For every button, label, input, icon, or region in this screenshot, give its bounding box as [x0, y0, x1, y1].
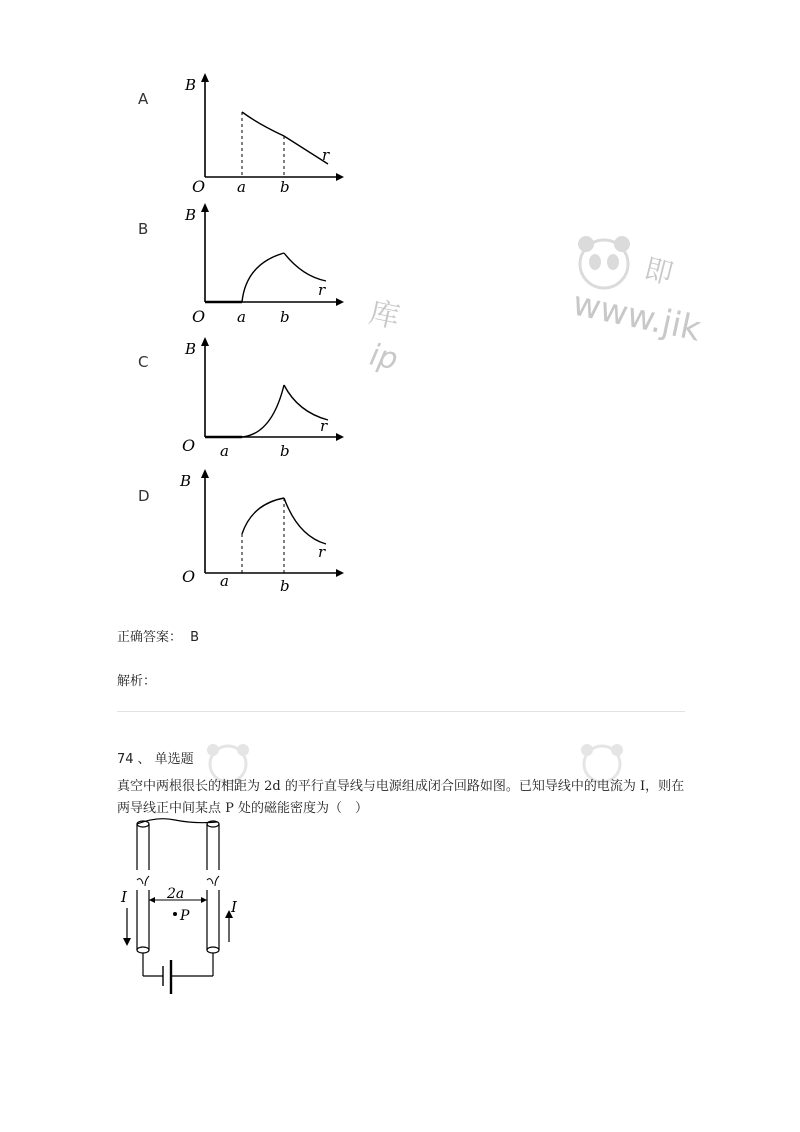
graph-b [178, 198, 348, 332]
panda-watermark-icon-right [574, 742, 630, 776]
graph-b-axis-x: r [318, 281, 326, 299]
graph-a-tick-b: b [280, 178, 290, 196]
graph-c-axis-x: r [320, 417, 328, 435]
graph-a [178, 68, 348, 202]
question-separator: 、 [137, 752, 151, 767]
graph-b-tick-a: a [237, 308, 246, 326]
graph-d [178, 464, 348, 598]
graph-a-axis-y: B [185, 76, 197, 94]
question-text: 真空中两根很长的相距为 2d 的平行直导线与电源组成闭合回路如图。已知导线中的电流为 I，则在两导线正中间某点 P 处的磁能密度为（ ） [117, 779, 685, 816]
question-type: 单选题 [154, 752, 194, 767]
graph-d-tick-b: b [280, 577, 290, 595]
option-a-label: A [138, 90, 149, 108]
graph-c-tick-a: a [220, 442, 229, 460]
graph-b-origin: O [192, 307, 206, 326]
graph-c [178, 332, 348, 466]
graph-b-axis-y: B [185, 206, 197, 224]
graph-d-tick-a: a [220, 572, 229, 590]
graph-c-origin: O [182, 436, 196, 455]
question-number: 74 [117, 752, 134, 767]
section-divider [117, 711, 685, 712]
option-c-label: C [138, 353, 149, 371]
watermark-ku: 库 [365, 295, 403, 336]
option-d-label: D [138, 487, 150, 505]
question-header [117, 748, 194, 767]
panda-watermark-icon-small [200, 742, 256, 776]
watermark-brand: 即 [641, 252, 677, 291]
graph-a-tick-a: a [237, 178, 246, 196]
graph-c-tick-b: b [280, 442, 290, 460]
graph-d-origin: O [182, 567, 196, 586]
circuit-current-right: I [231, 898, 237, 916]
graph-c-axis-y: B [185, 340, 197, 358]
analysis-label: 解析： [117, 674, 157, 689]
correct-answer [117, 626, 199, 645]
circuit-point-label: P [180, 908, 190, 924]
graph-a-axis-x: r [322, 146, 330, 164]
circuit-current-left: I [121, 888, 127, 906]
graph-d-axis-x: r [318, 543, 326, 561]
graph-b-tick-b: b [280, 308, 290, 326]
correct-answer-label: 正确答案： [117, 630, 183, 645]
circuit-distance-label: 2a [167, 886, 185, 902]
circuit-diagram [117, 814, 257, 1003]
correct-answer-value: B [190, 630, 200, 645]
graph-a-origin: O [192, 177, 206, 196]
option-b-label: B [138, 220, 149, 238]
watermark-ip: ip [366, 337, 401, 378]
graph-d-axis-y: B [180, 472, 192, 490]
watermark-url: www.jik [569, 283, 705, 350]
